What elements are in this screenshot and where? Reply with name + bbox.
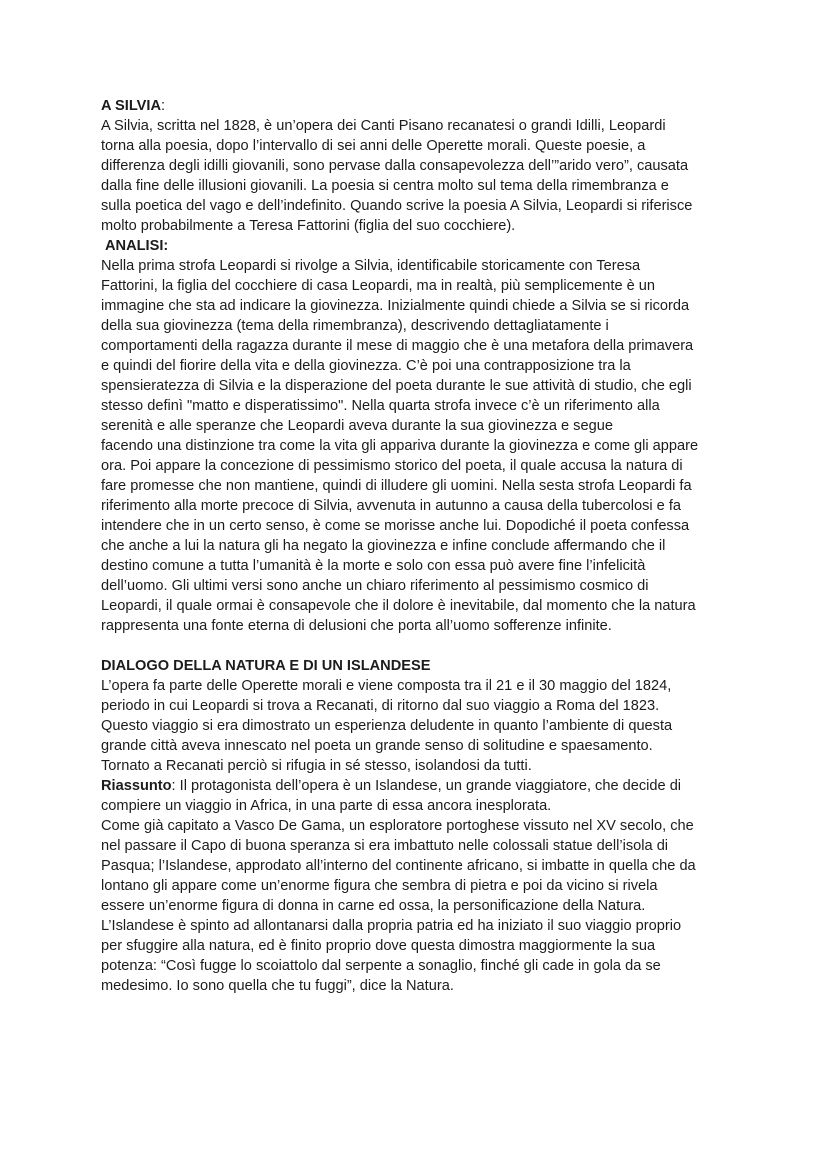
text-line: immagine che sta ad indicare la giovinezza. Inizialmente quindi chiede a Silvia se si ricorda: [101, 298, 690, 314]
text-line: stesso definì "matto e disperatissimo". Nella quarta strofa invece c’è un riferimento alla: [101, 398, 660, 414]
text-line: e quindi del fiorire della vita e della giovinezza. C’è poi una contrapposizione tra la: [101, 358, 631, 374]
text-line: facendo una distinzione tra come la vita gli appariva durante la giovinezza e come gli appare: [101, 438, 699, 454]
text-line: potenza: “Così fugge lo scoiattolo dal serpente a sonaglio, finché gli cade in gola da se: [101, 958, 661, 974]
section-title-colon: :: [161, 98, 166, 114]
text-line: dalla fine delle illusioni giovanili. La poesia si centra molto sul tema della rimembranza e: [101, 178, 669, 194]
text-line: destino comune a tutta l’umanità è la morte e solo con essa può avere fine l’infelicità: [101, 558, 646, 574]
section-a-silvia: [101, 96, 741, 636]
section-heading: [101, 96, 741, 116]
text-line: ora. Poi appare la concezione di pessimismo storico del poeta, il quale accusa la natura di: [101, 458, 683, 474]
intro-paragraph: [101, 116, 741, 236]
text-line: L’Islandese è spinto ad allontanarsi dalla propria patria ed ha iniziato il suo viaggio proprio: [101, 918, 682, 934]
section-title: A SILVIA: [101, 98, 161, 114]
summary-first-line: [101, 776, 741, 796]
text-line: torna alla poesia, dopo l’intervallo di sei anni delle Operette morali. Queste poesie, a: [101, 138, 646, 154]
text-line: spensieratezza di Silvia e la disperazione del poeta durante le sue attività di studio, che egli: [101, 378, 692, 394]
summary-label: Riassunto: [101, 778, 172, 794]
summary-paragraph: [101, 776, 741, 996]
text-line: Nella prima strofa Leopardi si rivolge a Silvia, identificabile storicamente con Teresa: [101, 258, 641, 274]
section-title: DIALOGO DELLA NATURA E DI UN ISLANDESE: [101, 658, 431, 674]
document-page: [101, 96, 741, 996]
text-line: A Silvia, scritta nel 1828, è un’opera dei Canti Pisano recanatesi o grandi Idilli, Leopardi: [101, 118, 666, 134]
text-line: Come già capitato a Vasco De Gama, un esploratore portoghese vissuto nel XV secolo, che: [101, 818, 694, 834]
text-line: lontano gli appare come un’enorme figura che sembra di pietra e poi da vicino si rivela: [101, 878, 658, 894]
text-line: medesimo. Io sono quella che tu fuggi”, dice la Natura.: [101, 978, 454, 994]
text-line: nel passare il Capo di buona speranza si era imbattuto nelle colossali statue dell’isola di: [101, 838, 669, 854]
text-line: Questo viaggio si era dimostrato un esperienza deludente in quanto l’ambiente di questa: [101, 718, 673, 734]
section-dialogo: [101, 656, 741, 996]
analysis-paragraph: [101, 256, 741, 636]
text-line: comportamenti della ragazza durante il mese di maggio che è una metafora della primavera: [101, 338, 694, 354]
analysis-subheading: ANALISI:: [105, 238, 169, 254]
text-line: che anche a lui la natura gli ha negato la giovinezza e infine conclude affermando che il: [101, 538, 666, 554]
summary-first-text: : Il protagonista dell’opera è un Islandese, un grande viaggiatore, che decide di: [171, 778, 682, 794]
text-line: riferimento alla morte precoce di Silvia, avvenuta in autunno a causa della tubercolosi e fa: [101, 498, 682, 514]
text-line: per sfuggire alla natura, ed è finito proprio dove questa dimostra maggiormente la sua: [101, 938, 656, 954]
text-line: periodo in cui Leopardi si trova a Recanati, di ritorno dal suo viaggio a Roma del 1823.: [101, 698, 660, 714]
text-line: compiere un viaggio in Africa, in una parte di essa ancora inesplorata.: [101, 798, 552, 814]
section-spacer: [101, 636, 741, 656]
intro-paragraph: [101, 676, 741, 776]
text-line: Pasqua; l’Islandese, approdato all’interno del continente africano, si imbatte in quella che da: [101, 858, 696, 874]
text-line: serenità e alle speranze che Leopardi aveva durante la sua giovinezza e segue: [101, 418, 613, 434]
text-line: Leopardi, il quale ormai è consapevole che il dolore è inevitabile, dal momento che la natura: [101, 598, 696, 614]
text-line: intendere che in un certo senso, è come se morisse anche lui. Dopodiché il poeta confessa: [101, 518, 690, 534]
text-line: Fattorini, la figlia del cocchiere di casa Leopardi, ma in realtà, più semplicemente è un: [101, 278, 656, 294]
text-line: essere un’enorme figura di donna in carne ed ossa, la personificazione della Natura.: [101, 898, 646, 914]
text-line: rappresenta una fonte eterna di delusioni che porta all’uomo sofferenze infinite.: [101, 618, 612, 634]
text-line: L’opera fa parte delle Operette morali e viene composta tra il 21 e il 30 maggio del 1824,: [101, 678, 672, 694]
text-line: differenza degli idilli giovanili, sono pervase dalla consapevolezza dell’”arido vero”, causata: [101, 158, 689, 174]
text-line: Tornato a Recanati perciò si rifugia in sé stesso, isolandosi da tutti.: [101, 758, 532, 774]
text-line: fare promesse che non mantiene, quindi di illudere gli uomini. Nella sesta strofa Leopardi fa: [101, 478, 692, 494]
text-line: sulla poetica del vago e dell’indefinito. Quando scrive la poesia A Silvia, Leopardi si riferisce: [101, 198, 693, 214]
text-line: grande città aveva innescato nel poeta un grande senso di solitudine e spaesamento.: [101, 738, 653, 754]
text-line: della sua giovinezza (tema della rimembranza), descrivendo dettagliatamente i: [101, 318, 609, 334]
text-line: dell’uomo. Gli ultimi versi sono anche un chiaro riferimento al pessimismo cosmico di: [101, 578, 649, 594]
text-line: molto probabilmente a Teresa Fattorini (figlia del suo cocchiere).: [101, 218, 516, 234]
